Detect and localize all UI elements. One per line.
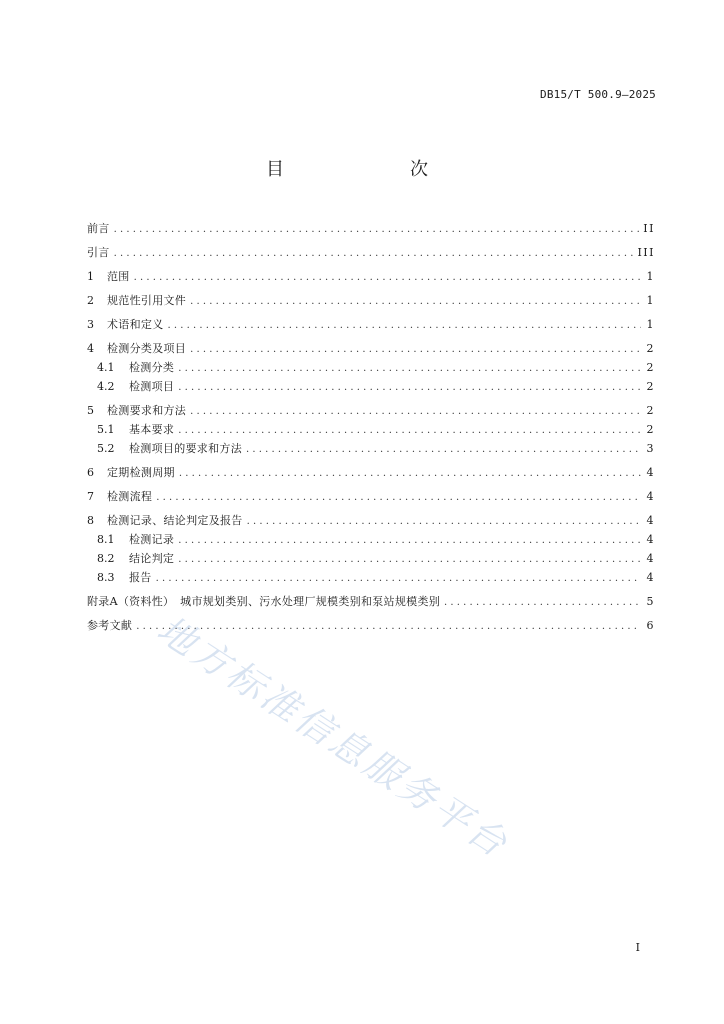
- toc-entry-number: 8.3: [97, 571, 115, 584]
- toc-entry[interactable]: [87, 616, 655, 635]
- toc-entry-label: 报告: [129, 571, 152, 584]
- toc-entry-number: 1: [87, 270, 94, 283]
- toc-entry-number: 4.1: [97, 361, 115, 374]
- toc-entry[interactable]: [87, 219, 655, 238]
- toc-entry[interactable]: [87, 267, 655, 286]
- toc-entry-label: 参考文献: [87, 619, 133, 632]
- toc-entry-label: 结论判定: [129, 552, 175, 565]
- toc-entry-label: 术语和定义: [107, 318, 164, 331]
- toc-entry-page: 2: [646, 404, 655, 417]
- toc-entry-label: 引言: [87, 246, 110, 259]
- page-number: I: [635, 941, 640, 954]
- document-code: DB15/T 500.9—2025: [540, 88, 656, 101]
- toc-entry[interactable]: [87, 291, 655, 310]
- toc-entry-number: 5.2: [97, 442, 115, 455]
- toc-leader-dots: [136, 617, 641, 636]
- toc-leader-dots: [444, 593, 641, 612]
- toc-entry-page: 3: [646, 442, 655, 455]
- toc-leader-dots: [178, 378, 641, 397]
- toc-leader-dots: [178, 531, 641, 550]
- toc-entry-page: 1: [646, 318, 655, 331]
- toc-entry[interactable]: [87, 339, 655, 358]
- toc-entry-page: 4: [646, 466, 655, 479]
- toc-entry[interactable]: [87, 530, 655, 549]
- toc-leader-dots: [134, 268, 641, 287]
- toc-entry[interactable]: [87, 568, 655, 587]
- toc-entry-number: 5: [87, 404, 94, 417]
- toc-entry-label: 检测记录: [129, 533, 175, 546]
- toc-entry-number: 8: [87, 514, 94, 527]
- toc-leader-dots: [114, 220, 640, 239]
- toc-entry-page: II: [643, 222, 655, 235]
- toc-entry-page: 2: [646, 423, 655, 436]
- toc-leader-dots: [178, 550, 641, 569]
- toc-leader-dots: [178, 359, 641, 378]
- toc-leader-dots: [247, 512, 641, 531]
- toc-entry[interactable]: [87, 463, 655, 482]
- toc-entry[interactable]: [87, 549, 655, 568]
- toc-entry-page: 4: [646, 552, 655, 565]
- toc-entry-page: 4: [646, 490, 655, 503]
- toc-entry-number: 4: [87, 342, 94, 355]
- toc-entry-number: 4.2: [97, 380, 115, 393]
- toc-leader-dots: [190, 402, 641, 421]
- toc-entry[interactable]: [87, 511, 655, 530]
- toc-leader-dots: [156, 488, 641, 507]
- toc-entry-page: 5: [646, 595, 655, 608]
- toc-entry[interactable]: [87, 377, 655, 396]
- toc-entry-number: 5.1: [97, 423, 115, 436]
- toc-entry[interactable]: [87, 592, 655, 611]
- toc-entry-page: 2: [646, 361, 655, 374]
- toc-leader-dots: [156, 569, 641, 588]
- toc-leader-dots: [114, 244, 634, 263]
- toc-entry-label: 检测分类: [129, 361, 175, 374]
- toc-entry-number: 6: [87, 466, 94, 479]
- toc-entry-number: 2: [87, 294, 94, 307]
- toc-entry-label: 规范性引用文件: [107, 294, 187, 307]
- toc-entry[interactable]: [87, 487, 655, 506]
- toc-leader-dots: [179, 464, 641, 483]
- toc-entry[interactable]: [87, 439, 655, 458]
- toc-leader-dots: [190, 292, 641, 311]
- toc-entry-label: 检测项目: [129, 380, 175, 393]
- toc-entry[interactable]: [87, 243, 655, 262]
- toc-entry-page: 4: [646, 571, 655, 584]
- toc-entry-page: 1: [646, 294, 655, 307]
- toc-entry-page: 4: [646, 533, 655, 546]
- toc-entry-number: 7: [87, 490, 94, 503]
- toc-leader-dots: [190, 340, 641, 359]
- toc-entry-label: 定期检测周期: [107, 466, 175, 479]
- table-of-contents: [87, 219, 655, 635]
- toc-entry-label: 检测分类及项目: [107, 342, 187, 355]
- toc-leader-dots: [178, 421, 641, 440]
- toc-entry-label: 附录A（资料性） 城市规划类别、污水处理厂规模类别和泵站规模类别: [87, 595, 441, 608]
- toc-entry-number: 3: [87, 318, 94, 331]
- page-title: 目 次: [266, 159, 458, 180]
- toc-entry[interactable]: [87, 358, 655, 377]
- toc-entry-label: 范围: [107, 270, 130, 283]
- toc-entry[interactable]: [87, 401, 655, 420]
- toc-leader-dots: [246, 440, 641, 459]
- toc-entry[interactable]: [87, 315, 655, 334]
- toc-entry-page: III: [637, 246, 655, 259]
- toc-entry-number: 8.1: [97, 533, 115, 546]
- toc-entry[interactable]: [87, 420, 655, 439]
- toc-entry-label: 检测记录、结论判定及报告: [107, 514, 243, 527]
- toc-entry-page: 1: [646, 270, 655, 283]
- toc-entry-page: 2: [646, 380, 655, 393]
- watermark: 地方标准信息服务平台: [149, 607, 517, 867]
- toc-entry-page: 2: [646, 342, 655, 355]
- toc-entry-number: 8.2: [97, 552, 115, 565]
- toc-entry-label: 前言: [87, 222, 110, 235]
- toc-entry-label: 检测流程: [107, 490, 153, 503]
- toc-entry-page: 4: [646, 514, 655, 527]
- toc-entry-label: 检测要求和方法: [107, 404, 187, 417]
- toc-entry-label: 基本要求: [129, 423, 175, 436]
- toc-leader-dots: [168, 316, 642, 335]
- toc-entry-label: 检测项目的要求和方法: [129, 442, 242, 455]
- toc-entry-page: 6: [646, 619, 655, 632]
